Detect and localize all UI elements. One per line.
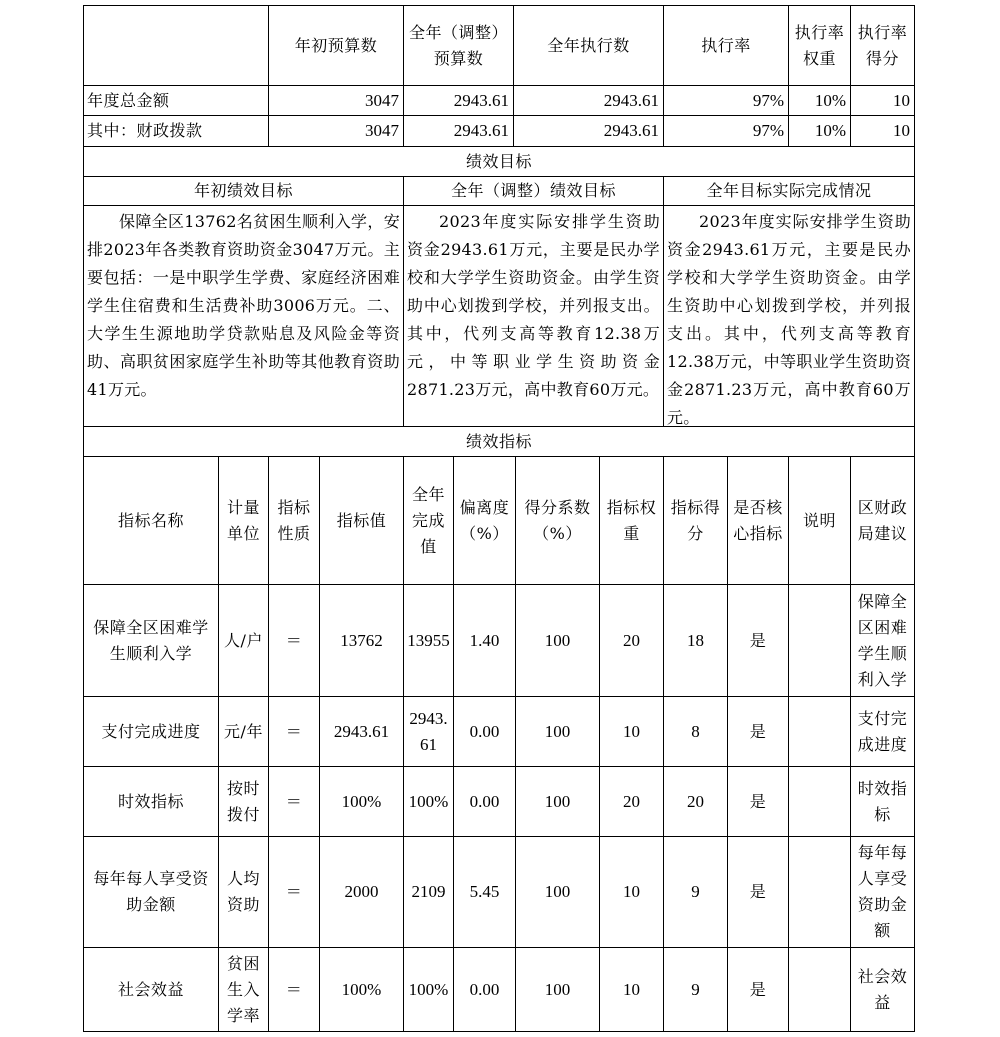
ind-deviation: 1.40 (454, 585, 516, 696)
ind-note (789, 585, 851, 696)
ind-nature: ＝ (269, 585, 320, 696)
ind-core: 是 (728, 767, 789, 836)
goals-text-adjusted: 2023年度实际安排学生资助资金2943.61万元，主要是民办学校和大学学生资助资金。由学生资助中心划拨到学校，并列报支出。其中，代列支高等教育12.38万元，中等职业学生资助资金2871.23万元，高中教育60万元。 (404, 206, 664, 426)
budget-executed: 2943.61 (514, 116, 664, 146)
ind-target: 100% (320, 948, 404, 1031)
budget-label: 其中：财政拨款 (84, 116, 269, 146)
budget-initial: 3047 (269, 86, 404, 115)
ind-weight: 10 (600, 697, 664, 766)
indicator-row (84, 585, 914, 697)
ind-coef: 100 (516, 697, 600, 766)
ind-weight: 10 (600, 837, 664, 947)
ind-target: 2943.61 (320, 697, 404, 766)
ind-note (789, 767, 851, 836)
ind-actual: 2943.61 (404, 697, 454, 766)
ind-coef: 100 (516, 767, 600, 836)
ind-header-suggest: 区财政局建议 (857, 497, 908, 543)
ind-deviation: 0.00 (454, 697, 516, 766)
ind-suggest: 社会效益 (857, 966, 908, 1012)
ind-header-actual: 全年完成值 (404, 457, 454, 584)
ind-nature: ＝ (269, 697, 320, 766)
ind-unit: 元/年 (219, 697, 269, 766)
budget-adjusted: 2943.61 (404, 86, 514, 115)
ind-actual: 13955 (404, 585, 454, 696)
ind-actual: 100% (404, 767, 454, 836)
budget-initial: 3047 (269, 116, 404, 146)
ind-unit: 贫困生入学率 (219, 948, 269, 1031)
ind-header-coef: 得分系数（%） (516, 457, 600, 584)
budget-row-fiscal (84, 116, 914, 147)
header-rate-score: 执行率得分 (857, 22, 908, 68)
goals-section-title: 绩效目标 (465, 151, 532, 171)
budget-score: 10 (893, 121, 910, 140)
goals-section-row (84, 147, 914, 177)
ind-header-nature: 指标性质 (269, 457, 320, 584)
budget-header-row (84, 6, 914, 86)
budget-row-total (84, 86, 914, 116)
goals-col-adjusted: 全年（调整）绩效目标 (404, 177, 664, 205)
ind-suggest: 支付完成进度 (857, 708, 908, 754)
indicator-row (84, 697, 914, 767)
performance-table (83, 5, 915, 1032)
ind-deviation: 0.00 (454, 767, 516, 836)
ind-suggest: 每年每人享受资助金额 (857, 843, 908, 940)
ind-core: 是 (728, 948, 789, 1031)
ind-note (789, 697, 851, 766)
ind-note (789, 948, 851, 1031)
ind-suggest: 保障全区困难学生顺利入学 (857, 591, 908, 689)
ind-coef: 100 (516, 585, 600, 696)
ind-name: 每年每人享受资助金额 (84, 837, 219, 947)
ind-target: 2000 (320, 837, 404, 947)
budget-executed: 2943.61 (514, 86, 664, 115)
ind-target: 100% (320, 767, 404, 836)
header-execution: 全年执行数 (514, 6, 664, 85)
ind-header-score: 指标得分 (664, 457, 728, 584)
budget-rate: 97% (664, 86, 789, 115)
ind-weight: 20 (600, 585, 664, 696)
ind-nature: ＝ (269, 837, 320, 947)
goals-header-row (84, 177, 914, 206)
ind-core: 是 (728, 697, 789, 766)
goals-text-initial: 保障全区13762名贫困生顺利入学，安排2023年各类教育资助资金3047万元。主要包括：一是中职学生学费、家庭经济困难学生住宿费和生活费补助3006万元。二、大学生生源地助学贷款贴息及风险金等资助、高职贫困家庭学生补助等其他教育资助41万元。 (84, 206, 404, 426)
budget-score: 10 (893, 90, 910, 110)
indicators-section-row (84, 427, 914, 457)
header-execution-rate: 执行率 (664, 6, 789, 85)
ind-deviation: 0.00 (454, 948, 516, 1031)
ind-core: 是 (728, 837, 789, 947)
ind-actual: 100% (404, 948, 454, 1031)
ind-header-weight: 指标权重 (600, 457, 664, 584)
ind-name: 社会效益 (84, 948, 219, 1031)
budget-weight: 10% (789, 86, 851, 115)
indicator-row (84, 767, 914, 837)
ind-header-note: 说明 (789, 457, 851, 584)
ind-unit: 按时拨付 (219, 767, 269, 836)
ind-note (789, 837, 851, 947)
ind-weight: 10 (600, 948, 664, 1031)
budget-weight: 10% (789, 116, 851, 146)
ind-deviation: 5.45 (454, 837, 516, 947)
ind-core: 是 (728, 585, 789, 696)
indicators-section-title: 绩效指标 (465, 431, 532, 451)
budget-adjusted: 2943.61 (404, 116, 514, 146)
budget-label: 年度总金额 (84, 86, 269, 115)
goals-text-row (84, 206, 914, 427)
header-adjusted-budget: 全年（调整）预算数 (404, 6, 514, 85)
ind-header-core: 是否核心指标 (728, 457, 789, 584)
goals-col-actual: 全年目标实际完成情况 (706, 181, 872, 200)
ind-coef: 100 (516, 837, 600, 947)
ind-score: 8 (664, 697, 728, 766)
budget-rate: 97% (664, 116, 789, 146)
ind-header-unit: 计量单位 (219, 457, 269, 584)
ind-name: 时效指标 (84, 767, 219, 836)
goals-col-initial: 年初绩效目标 (84, 177, 404, 205)
header-blank (84, 6, 269, 85)
indicator-row (84, 837, 914, 948)
ind-coef: 100 (516, 948, 600, 1031)
ind-weight: 20 (600, 767, 664, 836)
header-initial-budget: 年初预算数 (269, 6, 404, 85)
ind-score: 20 (664, 767, 728, 836)
ind-target: 13762 (320, 585, 404, 696)
ind-header-target: 指标值 (320, 457, 404, 584)
ind-name: 支付完成进度 (84, 697, 219, 766)
ind-header-name: 指标名称 (84, 457, 219, 584)
ind-suggest: 时效指标 (857, 778, 908, 824)
ind-actual: 2109 (404, 837, 454, 947)
indicator-row (84, 948, 914, 1031)
ind-score: 18 (664, 585, 728, 696)
ind-unit: 人均资助 (219, 837, 269, 947)
ind-header-deviation: 偏离度（%） (454, 457, 516, 584)
ind-score: 9 (664, 837, 728, 947)
ind-nature: ＝ (269, 767, 320, 836)
ind-name: 保障全区困难学生顺利入学 (84, 585, 219, 696)
ind-score: 9 (664, 948, 728, 1031)
ind-nature: ＝ (269, 948, 320, 1031)
indicators-header-row (84, 457, 914, 585)
ind-unit: 人/户 (219, 585, 269, 696)
header-rate-weight: 执行率权重 (789, 6, 851, 85)
goals-text-actual: 2023年度实际安排学生资助资金2943.61万元，主要是民办学校和大学学生资助资金。由学生资助中心划拨到学校，并列报支出。其中，代列支高等教育12.38万元，中等职业学生资助资金2871.23万元，高中教育60万元。 (667, 212, 911, 427)
